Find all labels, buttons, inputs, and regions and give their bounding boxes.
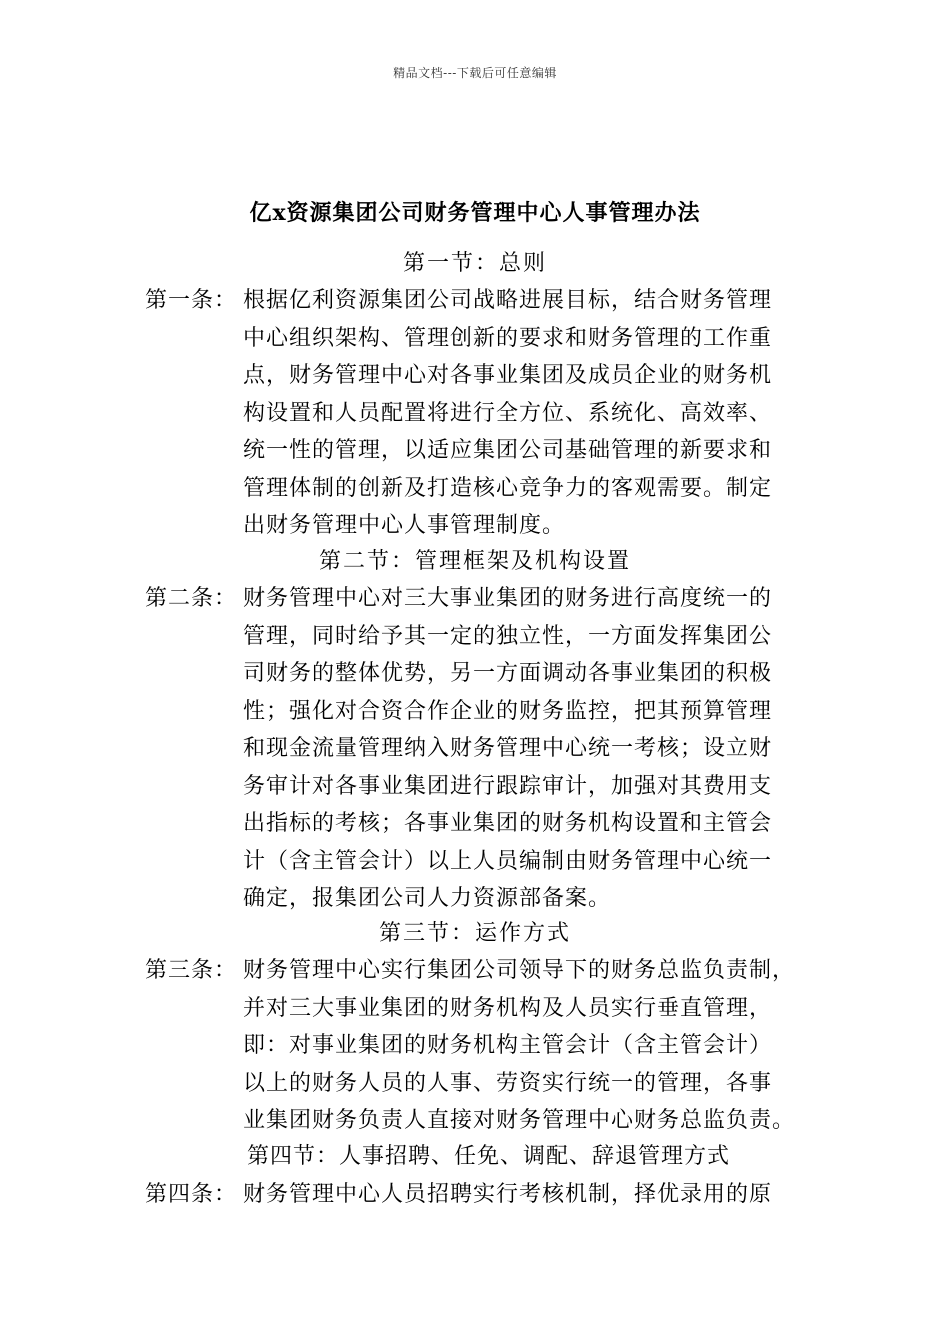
article-line: 务审计对各事业集团进行跟踪审计，加强对其费用支 [243,773,773,799]
article-line: 中心组织架构、管理创新的要求和财务管理的工作重 [243,325,773,351]
article-line: 统一性的管理，以适应集团公司基础管理的新要求和 [243,438,773,463]
article-line: 即：对事业集团的财务机构主管会计（含主管会计） [243,1033,773,1058]
article-line: 根据亿利资源集团公司战略进展目标，结合财务管理 [243,288,773,313]
article-body [243,282,818,545]
article-body [243,580,818,918]
article-line: 构设置和人员配置将进行全方位、系统化、高效率、 [243,400,773,426]
article-line: 点，财务管理中心对各事业集团及成员企业的财务机 [243,363,773,388]
page-header: 精品文档---下载后可任意编辑 [393,66,557,80]
section-heading-1: 第一节：总则 [402,251,547,276]
article-line: 业集团财务负责人直接对财务管理中心财务总监负责。 [243,1108,796,1133]
article-label: 第二条： [145,586,238,611]
article-line: 计（含主管会计）以上人员编制由财务管理中心统一 [243,848,773,874]
section-heading-4: 第四节：人事招聘、任免、调配、辞退管理方式 [247,1144,731,1169]
section-heading-2: 第二节：管理框架及机构设置 [318,549,631,574]
article-line: 出指标的考核；各事业集团的财务机构设置和主管会 [243,811,773,836]
article-line: 司财务的整体优势，另一方面调动各事业集团的积极 [243,661,773,686]
article-line: 管理体制的创新及打造核心竞争力的客观需要。制定 [243,475,773,501]
article-label: 第三条： [145,958,238,983]
article-line: 以上的财务人员的人事、劳资实行统一的管理，各事 [243,1070,773,1096]
article-line: 出财务管理中心人事管理制度。 [243,513,566,538]
article-line: 财务管理中心人员招聘实行考核机制，择优录用的原 [243,1182,773,1207]
article-line: 确定，报集团公司人力资源部备案。 [243,886,612,911]
article-label: 第一条： [145,288,238,313]
article-line: 财务管理中心实行集团公司领导下的财务总监负责制， [243,958,796,983]
article-body [243,952,818,1140]
article-line: 并对三大事业集团的财务机构及人员实行垂直管理， [243,995,773,1021]
article-label: 第四条： [145,1182,238,1207]
article-line: 管理，同时给予其一定的独立性，一方面发挥集团公 [243,623,773,649]
article-line: 财务管理中心对三大事业集团的财务进行高度统一的 [243,586,773,611]
article-line: 性；强化对合资合作企业的财务监控，把其预算管理 [243,698,773,724]
document-title: 亿x资源集团公司财务管理中心人事管理办法 [249,200,701,226]
section-heading-3: 第三节：运作方式 [378,921,571,946]
article-line: 和现金流量管理纳入财务管理中心统一考核；设立财 [243,736,773,761]
article-body [243,1176,818,1214]
